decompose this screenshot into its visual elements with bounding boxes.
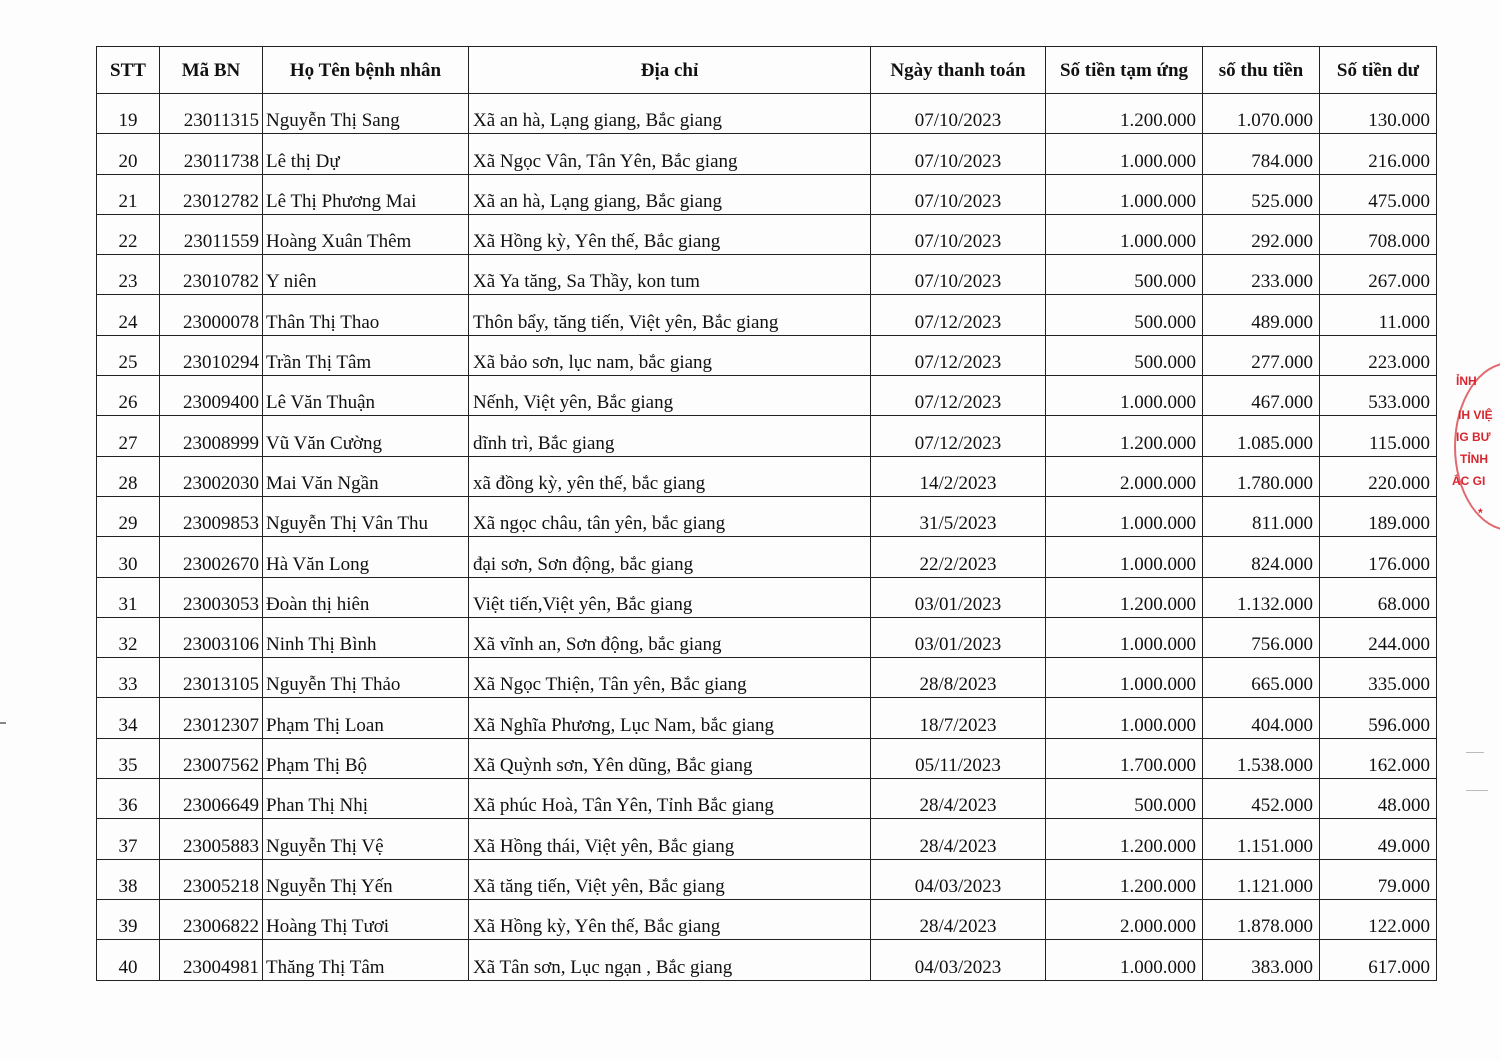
cell-so-tien-tam-ung: 1.200.000	[1046, 577, 1203, 617]
cell-so-tien-tam-ung: 1.000.000	[1046, 617, 1203, 657]
cell-ma-bn: 23003053	[160, 577, 263, 617]
scan-margin-mark	[1466, 752, 1484, 753]
cell-dia-chi: Xã Hồng kỳ, Yên thế, Bắc giang	[469, 214, 871, 254]
cell-ma-bn: 23005883	[160, 819, 263, 859]
cell-dia-chi: Xã bảo sơn, lục nam, bắc giang	[469, 335, 871, 375]
header-dia-chi: Địa chỉ	[469, 47, 871, 94]
cell-so-thu-tien: 1.085.000	[1203, 416, 1320, 456]
cell-ngay-thanh-toan: 04/03/2023	[871, 859, 1046, 899]
cell-stt: 19	[97, 94, 160, 134]
table-row	[97, 376, 1437, 416]
cell-so-tien-tam-ung: 1.000.000	[1046, 940, 1203, 980]
cell-ngay-thanh-toan: 05/11/2023	[871, 738, 1046, 778]
cell-ho-ten: Thăng Thị Tâm	[263, 940, 469, 980]
cell-ho-ten: Hoàng Thị Tươi	[263, 899, 469, 939]
cell-so-tien-tam-ung: 1.000.000	[1046, 376, 1203, 416]
table-row	[97, 537, 1437, 577]
cell-dia-chi: Xã ngọc châu, tân yên, bắc giang	[469, 496, 871, 536]
cell-so-tien-du: 267.000	[1320, 255, 1437, 295]
table-row	[97, 174, 1437, 214]
cell-so-thu-tien: 1.878.000	[1203, 899, 1320, 939]
table-row	[97, 658, 1437, 698]
table-row	[97, 416, 1437, 456]
cell-ma-bn: 23002670	[160, 537, 263, 577]
table-row	[97, 496, 1437, 536]
cell-ho-ten: Nguyễn Thị Yến	[263, 859, 469, 899]
cell-stt: 33	[97, 658, 160, 698]
cell-so-thu-tien: 525.000	[1203, 174, 1320, 214]
cell-ngay-thanh-toan: 28/8/2023	[871, 658, 1046, 698]
cell-stt: 26	[97, 376, 160, 416]
table-row	[97, 698, 1437, 738]
cell-so-thu-tien: 824.000	[1203, 537, 1320, 577]
cell-so-thu-tien: 467.000	[1203, 376, 1320, 416]
seal-text-line: ỈNH	[1456, 374, 1477, 388]
cell-ma-bn: 23006822	[160, 899, 263, 939]
cell-so-tien-du: 48.000	[1320, 779, 1437, 819]
cell-so-thu-tien: 1.132.000	[1203, 577, 1320, 617]
cell-so-tien-du: 244.000	[1320, 617, 1437, 657]
cell-so-tien-tam-ung: 1.000.000	[1046, 537, 1203, 577]
cell-so-tien-du: 596.000	[1320, 698, 1437, 738]
cell-dia-chi: Xã phúc Hoà, Tân Yên, Tỉnh Bắc giang	[469, 779, 871, 819]
table-row	[97, 617, 1437, 657]
cell-ngay-thanh-toan: 31/5/2023	[871, 496, 1046, 536]
table-row	[97, 214, 1437, 254]
cell-so-tien-tam-ung: 1.000.000	[1046, 658, 1203, 698]
cell-so-tien-du: 189.000	[1320, 496, 1437, 536]
cell-ngay-thanh-toan: 07/10/2023	[871, 255, 1046, 295]
cell-so-thu-tien: 811.000	[1203, 496, 1320, 536]
cell-ho-ten: Lê Văn Thuận	[263, 376, 469, 416]
cell-ma-bn: 23003106	[160, 617, 263, 657]
cell-ngay-thanh-toan: 04/03/2023	[871, 940, 1046, 980]
cell-ho-ten: Y niên	[263, 255, 469, 295]
cell-ho-ten: Hoàng Xuân Thêm	[263, 214, 469, 254]
cell-so-tien-du: 122.000	[1320, 899, 1437, 939]
cell-stt: 38	[97, 859, 160, 899]
cell-so-thu-tien: 665.000	[1203, 658, 1320, 698]
cell-dia-chi: Xã Ya tăng, Sa Thầy, kon tum	[469, 255, 871, 295]
cell-ngay-thanh-toan: 14/2/2023	[871, 456, 1046, 496]
table-row	[97, 859, 1437, 899]
cell-so-tien-tam-ung: 500.000	[1046, 295, 1203, 335]
cell-ho-ten: Trần Thị Tâm	[263, 335, 469, 375]
cell-so-tien-tam-ung: 1.200.000	[1046, 859, 1203, 899]
table-row	[97, 94, 1437, 134]
cell-ngay-thanh-toan: 07/12/2023	[871, 416, 1046, 456]
cell-so-tien-du: 533.000	[1320, 376, 1437, 416]
cell-dia-chi: Xã an hà, Lạng giang, Bắc giang	[469, 94, 871, 134]
cell-so-tien-tam-ung: 1.200.000	[1046, 819, 1203, 859]
cell-stt: 20	[97, 134, 160, 174]
cell-dia-chi: Xã Tân sơn, Lục ngạn , Bắc giang	[469, 940, 871, 980]
cell-ho-ten: Mai Văn Ngần	[263, 456, 469, 496]
header-ngay-thanh-toan: Ngày thanh toán	[871, 47, 1046, 94]
cell-ma-bn: 23011559	[160, 214, 263, 254]
patient-payment-table	[96, 46, 1437, 981]
cell-so-tien-du: 617.000	[1320, 940, 1437, 980]
cell-ma-bn: 23011315	[160, 94, 263, 134]
cell-so-thu-tien: 233.000	[1203, 255, 1320, 295]
table-row	[97, 134, 1437, 174]
table-row	[97, 295, 1437, 335]
cell-so-tien-tam-ung: 1.700.000	[1046, 738, 1203, 778]
header-so-tien-tam-ung: Số tiền tạm ứng	[1046, 47, 1203, 94]
cell-ngay-thanh-toan: 03/01/2023	[871, 577, 1046, 617]
cell-so-tien-du: 11.000	[1320, 295, 1437, 335]
cell-ma-bn: 23006649	[160, 779, 263, 819]
table-row	[97, 577, 1437, 617]
seal-text-line: IG BƯ	[1456, 430, 1491, 444]
table-row	[97, 738, 1437, 778]
cell-stt: 23	[97, 255, 160, 295]
seal-text-line: *	[1478, 506, 1483, 520]
cell-so-tien-tam-ung: 1.000.000	[1046, 698, 1203, 738]
cell-stt: 30	[97, 537, 160, 577]
cell-so-thu-tien: 277.000	[1203, 335, 1320, 375]
header-so-thu-tien: số thu tiền	[1203, 47, 1320, 94]
cell-so-thu-tien: 784.000	[1203, 134, 1320, 174]
header-so-tien-du: Số tiền dư	[1320, 47, 1437, 94]
cell-dia-chi: Xã Quỳnh sơn, Yên dũng, Bắc giang	[469, 738, 871, 778]
cell-so-tien-tam-ung: 500.000	[1046, 255, 1203, 295]
cell-ma-bn: 23010782	[160, 255, 263, 295]
header-stt: STT	[97, 47, 160, 94]
cell-ma-bn: 23005218	[160, 859, 263, 899]
cell-ho-ten: Nguyễn Thị Vệ	[263, 819, 469, 859]
cell-ho-ten: Nguyễn Thị Sang	[263, 94, 469, 134]
cell-ho-ten: Vũ Văn Cường	[263, 416, 469, 456]
cell-ho-ten: Lê Thị Phương Mai	[263, 174, 469, 214]
cell-so-tien-tam-ung: 1.200.000	[1046, 94, 1203, 134]
cell-ma-bn: 23012307	[160, 698, 263, 738]
cell-so-tien-du: 162.000	[1320, 738, 1437, 778]
cell-stt: 35	[97, 738, 160, 778]
cell-dia-chi: Xã an hà, Lạng giang, Bắc giang	[469, 174, 871, 214]
cell-ngay-thanh-toan: 28/4/2023	[871, 819, 1046, 859]
cell-ma-bn: 23002030	[160, 456, 263, 496]
cell-so-tien-tam-ung: 1.000.000	[1046, 134, 1203, 174]
cell-stt: 32	[97, 617, 160, 657]
cell-ma-bn: 23004981	[160, 940, 263, 980]
cell-dia-chi: Xã vĩnh an, Sơn động, bắc giang	[469, 617, 871, 657]
cell-ho-ten: Hà Văn Long	[263, 537, 469, 577]
cell-dia-chi: xã đồng kỳ, yên thế, bắc giang	[469, 456, 871, 496]
cell-so-thu-tien: 489.000	[1203, 295, 1320, 335]
table-header-row	[97, 47, 1437, 94]
cell-ma-bn: 23012782	[160, 174, 263, 214]
cell-ma-bn: 23009400	[160, 376, 263, 416]
cell-ngay-thanh-toan: 07/10/2023	[871, 94, 1046, 134]
cell-dia-chi: Xã Hồng kỳ, Yên thế, Bắc giang	[469, 899, 871, 939]
cell-so-tien-du: 79.000	[1320, 859, 1437, 899]
cell-so-thu-tien: 383.000	[1203, 940, 1320, 980]
cell-so-thu-tien: 756.000	[1203, 617, 1320, 657]
cell-dia-chi: Xã Hồng thái, Việt yên, Bắc giang	[469, 819, 871, 859]
cell-ngay-thanh-toan: 28/4/2023	[871, 779, 1046, 819]
cell-ho-ten: Phạm Thị Bộ	[263, 738, 469, 778]
cell-ngay-thanh-toan: 18/7/2023	[871, 698, 1046, 738]
cell-stt: 28	[97, 456, 160, 496]
cell-ngay-thanh-toan: 28/4/2023	[871, 899, 1046, 939]
cell-ho-ten: Đoàn thị hiên	[263, 577, 469, 617]
cell-so-tien-du: 475.000	[1320, 174, 1437, 214]
cell-so-tien-du: 708.000	[1320, 214, 1437, 254]
cell-dia-chi: Xã tăng tiến, Việt yên, Bắc giang	[469, 859, 871, 899]
table-row	[97, 899, 1437, 939]
cell-dia-chi: Xã Nghĩa Phương, Lục Nam, bắc giang	[469, 698, 871, 738]
cell-dia-chi: dĩnh trì, Bắc giang	[469, 416, 871, 456]
cell-ho-ten: Ninh Thị Bình	[263, 617, 469, 657]
cell-ngay-thanh-toan: 07/12/2023	[871, 335, 1046, 375]
table-row	[97, 335, 1437, 375]
cell-dia-chi: đại sơn, Sơn động, bắc giang	[469, 537, 871, 577]
cell-so-tien-tam-ung: 1.000.000	[1046, 174, 1203, 214]
cell-stt: 39	[97, 899, 160, 939]
cell-ngay-thanh-toan: 07/12/2023	[871, 295, 1046, 335]
cell-ho-ten: Phạm Thị Loan	[263, 698, 469, 738]
red-seal-stamp	[1448, 362, 1500, 532]
cell-so-tien-du: 223.000	[1320, 335, 1437, 375]
cell-ngay-thanh-toan: 03/01/2023	[871, 617, 1046, 657]
cell-stt: 24	[97, 295, 160, 335]
cell-ma-bn: 23007562	[160, 738, 263, 778]
cell-so-thu-tien: 404.000	[1203, 698, 1320, 738]
cell-so-tien-tam-ung: 500.000	[1046, 779, 1203, 819]
cell-so-tien-tam-ung: 1.000.000	[1046, 496, 1203, 536]
header-ho-ten: Họ Tên bệnh nhân	[263, 47, 469, 94]
cell-dia-chi: Thôn bẩy, tăng tiến, Việt yên, Bắc giang	[469, 295, 871, 335]
seal-text-line: ẮC GI	[1452, 474, 1486, 488]
table-row	[97, 940, 1437, 980]
cell-ngay-thanh-toan: 22/2/2023	[871, 537, 1046, 577]
cell-so-tien-du: 115.000	[1320, 416, 1437, 456]
seal-text-line: TỈNH	[1460, 452, 1488, 466]
cell-so-thu-tien: 452.000	[1203, 779, 1320, 819]
cell-stt: 27	[97, 416, 160, 456]
cell-ngay-thanh-toan: 07/10/2023	[871, 214, 1046, 254]
cell-ngay-thanh-toan: 07/10/2023	[871, 134, 1046, 174]
table-row	[97, 819, 1437, 859]
header-ma-bn: Mã BN	[160, 47, 263, 94]
cell-dia-chi: Xã Ngọc Vân, Tân Yên, Bắc giang	[469, 134, 871, 174]
cell-so-tien-tam-ung: 2.000.000	[1046, 899, 1203, 939]
cell-stt: 37	[97, 819, 160, 859]
cell-so-tien-tam-ung: 1.200.000	[1046, 416, 1203, 456]
cell-ho-ten: Thân Thị Thao	[263, 295, 469, 335]
cell-stt: 31	[97, 577, 160, 617]
table-body	[97, 94, 1437, 981]
cell-stt: 34	[97, 698, 160, 738]
cell-ho-ten: Lê thị Dự	[263, 134, 469, 174]
cell-so-thu-tien: 1.070.000	[1203, 94, 1320, 134]
cell-so-tien-du: 130.000	[1320, 94, 1437, 134]
cell-so-tien-du: 216.000	[1320, 134, 1437, 174]
cell-stt: 22	[97, 214, 160, 254]
cell-ngay-thanh-toan: 07/12/2023	[871, 376, 1046, 416]
cell-so-thu-tien: 1.151.000	[1203, 819, 1320, 859]
cell-stt: 36	[97, 779, 160, 819]
cell-so-thu-tien: 1.538.000	[1203, 738, 1320, 778]
seal-text-line: IH VIỆ	[1458, 408, 1493, 422]
cell-dia-chi: Xã Ngọc Thiện, Tân yên, Bắc giang	[469, 658, 871, 698]
cell-ho-ten: Nguyễn Thị Vân Thu	[263, 496, 469, 536]
cell-dia-chi: Nếnh, Việt yên, Bắc giang	[469, 376, 871, 416]
cell-stt: 21	[97, 174, 160, 214]
cell-so-thu-tien: 1.780.000	[1203, 456, 1320, 496]
cell-so-tien-tam-ung: 1.000.000	[1046, 214, 1203, 254]
cell-so-thu-tien: 292.000	[1203, 214, 1320, 254]
cell-ma-bn: 23010294	[160, 335, 263, 375]
cell-so-thu-tien: 1.121.000	[1203, 859, 1320, 899]
cell-stt: 40	[97, 940, 160, 980]
cell-dia-chi: Việt tiến,Việt yên, Bắc giang	[469, 577, 871, 617]
cell-stt: 29	[97, 496, 160, 536]
cell-so-tien-tam-ung: 2.000.000	[1046, 456, 1203, 496]
table-row	[97, 779, 1437, 819]
cell-ngay-thanh-toan: 07/10/2023	[871, 174, 1046, 214]
table-row	[97, 255, 1437, 295]
cell-ma-bn: 23008999	[160, 416, 263, 456]
cell-ma-bn: 23009853	[160, 496, 263, 536]
scan-margin-mark	[0, 722, 6, 724]
cell-so-tien-du: 335.000	[1320, 658, 1437, 698]
cell-ma-bn: 23011738	[160, 134, 263, 174]
table-row	[97, 456, 1437, 496]
cell-so-tien-du: 68.000	[1320, 577, 1437, 617]
cell-so-tien-du: 220.000	[1320, 456, 1437, 496]
cell-ho-ten: Phan Thị Nhị	[263, 779, 469, 819]
cell-so-tien-tam-ung: 500.000	[1046, 335, 1203, 375]
cell-ho-ten: Nguyễn Thị Thảo	[263, 658, 469, 698]
cell-so-tien-du: 49.000	[1320, 819, 1437, 859]
cell-ma-bn: 23000078	[160, 295, 263, 335]
cell-stt: 25	[97, 335, 160, 375]
scan-margin-mark	[1466, 790, 1488, 791]
cell-so-tien-du: 176.000	[1320, 537, 1437, 577]
cell-ma-bn: 23013105	[160, 658, 263, 698]
